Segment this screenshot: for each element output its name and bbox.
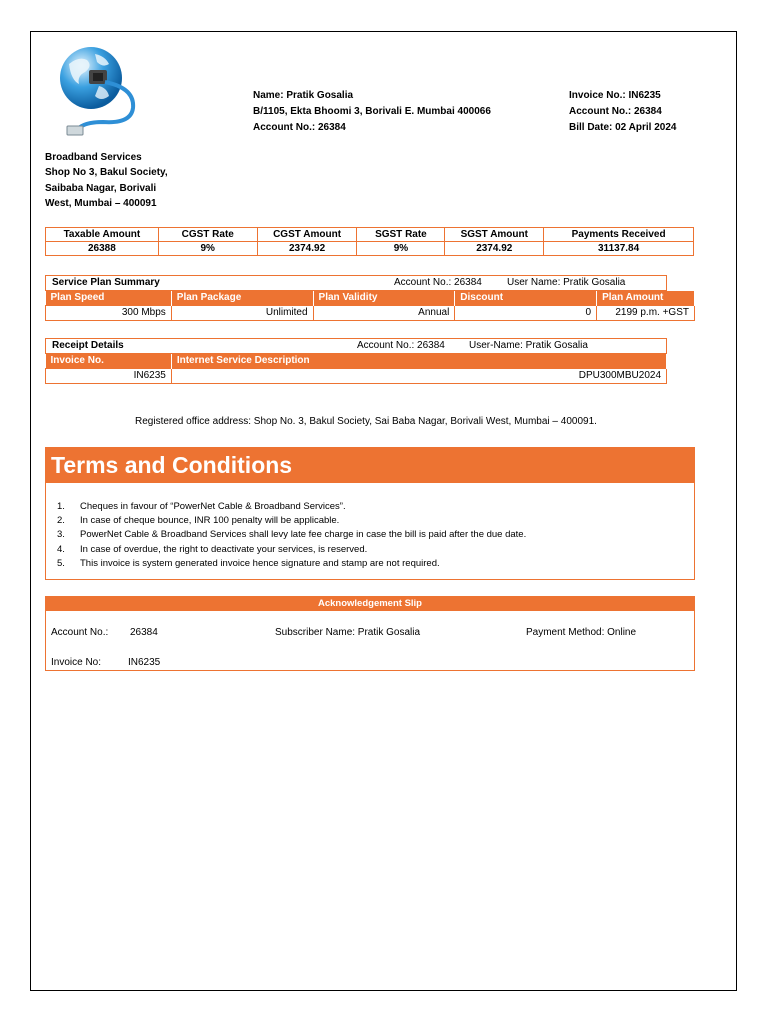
plan-amount-header: Plan Amount — [597, 291, 695, 306]
terms-list — [57, 500, 526, 571]
service-plan-table — [45, 291, 695, 321]
tax-value-cell: 31137.84 — [544, 242, 694, 256]
company-address-line3: West, Mumbai – 400091 — [45, 198, 157, 209]
discount-value: 0 — [455, 306, 597, 321]
company-name: Broadband Services — [45, 152, 142, 163]
terms-item-number: 1. — [57, 501, 65, 512]
plan-speed-header: Plan Speed — [46, 291, 172, 306]
ack-invoice-value: IN6235 — [128, 657, 161, 668]
receipt-table — [45, 354, 667, 384]
ack-account-value: 26384 — [130, 627, 158, 638]
terms-item-text: Cheques in favour of “PowerNet Cable & Broadband Services”. — [80, 501, 346, 512]
bill-date: Bill Date: 02 April 2024 — [569, 122, 677, 133]
invoice-no-value: IN6235 — [46, 369, 172, 384]
tax-header-cell: CGST Amount — [257, 228, 357, 242]
terms-item — [57, 543, 526, 557]
terms-item-number: 3. — [57, 529, 65, 541]
receipt-account: Account No.: 26384 — [357, 340, 445, 351]
tax-header-cell: Taxable Amount — [46, 228, 159, 242]
receipt-user: User-Name: Pratik Gosalia — [469, 340, 588, 351]
terms-item-number: 4. — [57, 543, 65, 555]
plan-validity-value: Annual — [313, 306, 455, 321]
ack-payment-method: Payment Method: Online — [526, 627, 637, 638]
terms-item — [57, 514, 526, 528]
plan-validity-header: Plan Validity — [313, 291, 455, 306]
tax-header-row — [46, 228, 694, 242]
plan-package-value: Unlimited — [171, 306, 313, 321]
tax-value-cell: 9% — [357, 242, 445, 256]
invoice-no-header: Invoice No. — [46, 354, 172, 369]
service-description-value: DPU300MBU2024 — [171, 369, 666, 384]
invoice-account-number: Account No.: 26384 — [569, 106, 662, 117]
plan-speed-value: 300 Mbps — [46, 306, 172, 321]
ack-invoice-label: Invoice No: — [51, 657, 102, 668]
terms-item-text: In case of overdue, the right to deactivate your services, is reserved. — [80, 543, 368, 555]
tax-value-cell: 2374.92 — [445, 242, 544, 256]
tax-header-cell: SGST Amount — [445, 228, 544, 242]
globe-with-network-cable-icon — [55, 42, 145, 137]
company-address-line2: Saibaba Nagar, Borivali — [45, 183, 157, 194]
plan-amount-value: 2199 p.m. +GST — [597, 306, 695, 321]
invoice-number: Invoice No.: IN6235 — [569, 90, 661, 101]
tax-value-cell: 26388 — [46, 242, 159, 256]
ack-subscriber-name: Subscriber Name: Pratik Gosalia — [275, 627, 421, 638]
ack-account-label: Account No.: — [51, 627, 109, 638]
service-plan-value-row — [46, 306, 695, 321]
service-plan-user: User Name: Pratik Gosalia — [507, 277, 626, 288]
terms-title: Terms and Conditions — [45, 447, 695, 483]
terms-item-number: 5. — [57, 557, 65, 569]
tax-value-row — [46, 242, 694, 256]
receipt-value-row — [46, 369, 667, 384]
receipt-header-row — [46, 354, 667, 369]
terms-item-text: This invoice is system generated invoice hence signature and stamp are not required. — [80, 557, 440, 569]
customer-account: Account No.: 26384 — [253, 122, 346, 133]
tax-value-cell: 9% — [158, 242, 257, 256]
registered-office-address: Registered office address: Shop No. 3, Bakul Society, Sai Baba Nagar, Borivali West, Mumbai – 400091. — [135, 416, 597, 427]
company-address-line1: Shop No 3, Bakul Society, — [45, 167, 168, 178]
terms-item-text: PowerNet Cable & Broadband Services shall levy late fee charge in case the bill is paid after the due date. — [80, 529, 527, 541]
tax-header-cell: CGST Rate — [158, 228, 257, 242]
terms-item — [57, 500, 526, 514]
plan-package-header: Plan Package — [171, 291, 313, 306]
tax-header-cell: SGST Rate — [357, 228, 445, 242]
service-plan-header-row — [46, 291, 695, 306]
service-plan-title: Service Plan Summary — [52, 277, 160, 288]
terms-item-number: 2. — [57, 515, 65, 527]
tax-value-cell: 2374.92 — [257, 242, 357, 256]
tax-summary-table — [45, 227, 694, 256]
tax-header-cell: Payments Received — [544, 228, 694, 242]
discount-header: Discount — [455, 291, 597, 306]
receipt-title: Receipt Details — [52, 340, 124, 351]
terms-item — [57, 557, 526, 571]
terms-item-text: In case of cheque bounce, INR 100 penalty will be applicable. — [80, 515, 340, 527]
terms-item — [57, 528, 526, 542]
customer-name: Name: Pratik Gosalia — [253, 90, 354, 101]
service-description-header: Internet Service Description — [171, 354, 666, 369]
acknowledgement-slip-title: Acknowledgement Slip — [45, 596, 695, 611]
service-plan-account: Account No.: 26384 — [394, 277, 482, 288]
customer-address: B/1105, Ekta Bhoomi 3, Borivali E. Mumbai 400066 — [253, 106, 491, 117]
